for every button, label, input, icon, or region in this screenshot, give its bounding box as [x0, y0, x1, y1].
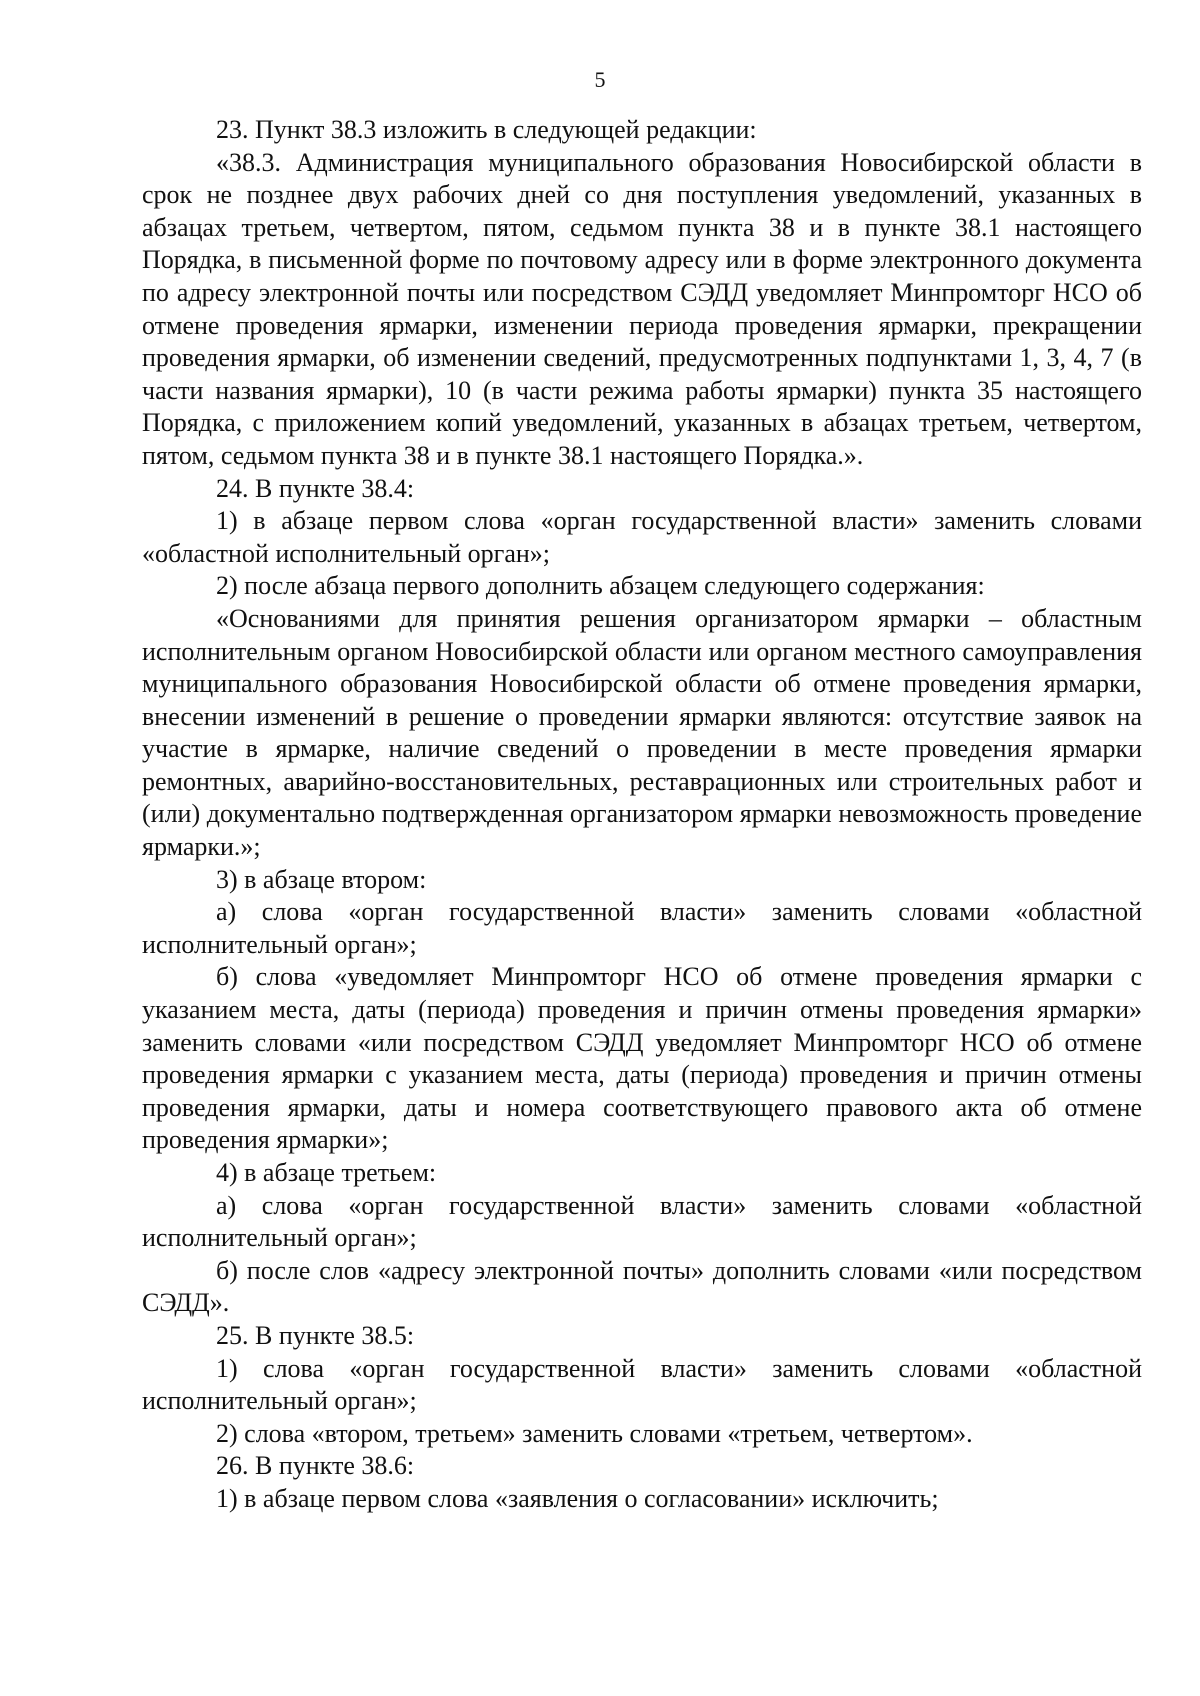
paragraph-item-25: 25. В пункте 38.5: [216, 1320, 415, 1350]
paragraph-sub-3a: а) слова «орган государственной власти» заменить словами «областной исполнительный орган»; [142, 897, 1142, 959]
paragraph-sub-25-1: 1) слова «орган государственной власти» заменить словами «областной исполнительный орган»; [142, 1353, 1142, 1416]
paragraph-item-23: 23. Пункт 38.3 изложить в следующей редакции: [216, 115, 757, 144]
paragraph-sub-3: 3) в абзаце втором: [216, 864, 427, 894]
page-number: 5 [594, 67, 606, 92]
paragraph-sub-3b: б) слова «уведомляет Минпромторг НСО об отмене проведения ярмарки с указанием места, даты (периода) проведения и причин отмены проведения ярмарки» заменить словами «или посредством СЭДД уведомляет Минпромторг НСО об отмене проведения ярмарки с указанием места, даты (периода) проведения и причин отмены проведения ярмарки, даты и номера соответствующего правового акта об отмене проведения ярмарки»; [142, 962, 1142, 1155]
paragraph-item-26: 26. В пункте 38.6: [216, 1451, 415, 1481]
paragraph-sub-25-2: 2) слова «втором, третьем» заменить словами «третьем, четвертом». [216, 1418, 973, 1448]
paragraph-sub-4a: а) слова «орган государственной власти» заменить словами «областной исполнительный орган»; [142, 1190, 1142, 1253]
paragraph-sub-4: 4) в абзаце третьем: [216, 1158, 437, 1187]
paragraph-sub-26-1: 1) в абзаце первом слова «заявления о согласовании» исключить; [216, 1483, 939, 1513]
paragraph-item-24: 24. В пункте 38.4: [216, 473, 415, 503]
paragraph-quote-grounds: «Основаниями для принятия решения организатором ярмарки – областным исполнительным органом Новосибирской области или органом местного самоуправления муниципального образования Новосибирской области об отмене проведения ярмарки, внесении изменений в решение о проведении ярмарки являются: отсутствие заявок на участие в ярмарке, наличие сведений о проведении в месте проведения ярмарки ремонтных, аварийно-восстановительных, реставрационных или строительных работ и (или) документально подтвержденная организатором ярмарки невозможность проведение ярмарки.»; [142, 603, 1142, 862]
paragraph-sub-1: 1) в абзаце первом слова «орган государственной власти» заменить словами «областной исполнительный орган»; [142, 506, 1142, 568]
document-body [142, 114, 1142, 1516]
paragraph-quote-38-3: «38.3. Администрация муниципального образования Новосибирской области в срок не позднее двух рабочих дней со дня поступления уведомлений, указанных в абзацах третьем, четвертом, пятом, седьмом пункта 38 и в пункте 38.1 настоящего Порядка, в письменной форме по почтовому адресу или в форме электронного документа по адресу электронной почты или посредством СЭДД уведомляет Минпромторг НСО об отмене проведения ярмарки, изменении периода проведения ярмарки, прекращении проведения ярмарки, об изменении сведений, предусмотренных подпунктами 1, 3, 4, 7 (в части названия ярмарки), 10 (в части режима работы ярмарки) пункта 35 настоящего Порядка, с приложением копий уведомлений, указанных в абзацах третьем, четвертом, пятом, седьмом пункта 38 и в пункте 38.1 настоящего Порядка.». [142, 147, 1142, 470]
paragraph-sub-2: 2) после абзаца первого дополнить абзацем следующего содержания: [216, 571, 985, 601]
paragraph-sub-4b: б) после слов «адресу электронной почты» дополнить словами «или посредством СЭДД». [142, 1255, 1142, 1318]
